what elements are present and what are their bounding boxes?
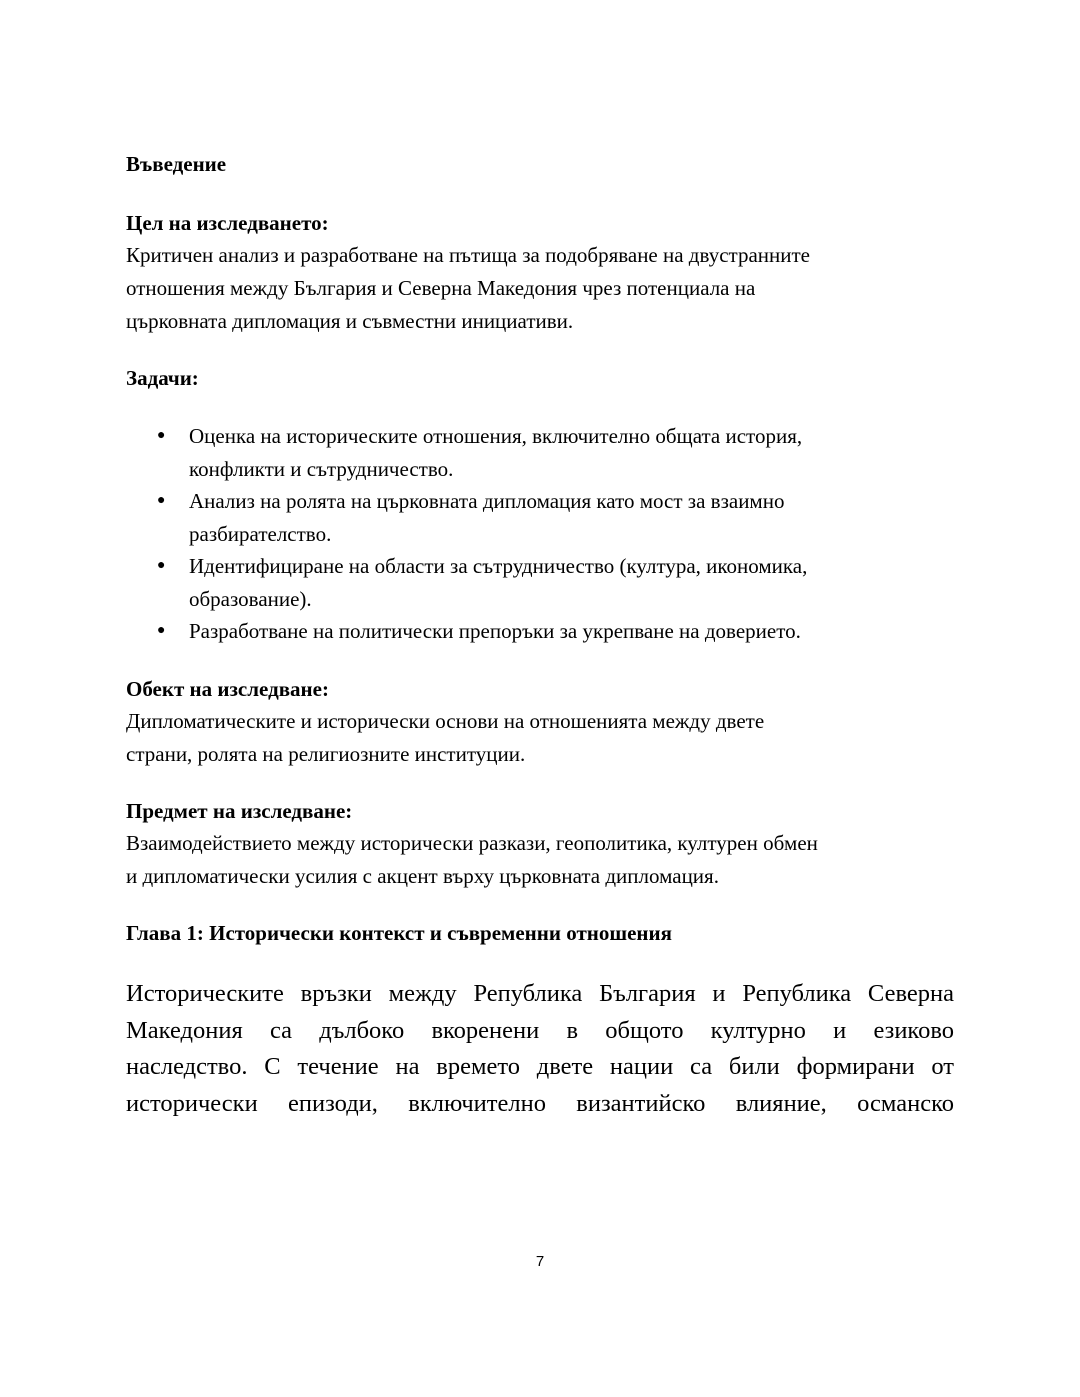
object-line: Дипломатическите и исторически основи на отношенията между двете [126,709,765,733]
object-paragraph [126,705,956,771]
task-item: ● Оценка на историческите отношения, включително общата история, конфликти и сътрудничество. [126,420,956,485]
bullet-icon: ● [157,428,166,443]
chapter-1-paragraph [126,976,954,1122]
bullet-icon: ● [157,493,166,508]
tasks-list [126,420,956,648]
object-line: страни, ролята на религиозните институции. [126,742,526,766]
chapter-1-line: Историческите връзки между Република България и Република Северна [126,980,954,1007]
goal-line: отношения между България и Северна Македония чрез потенциала на [126,276,756,300]
chapter-1-line: наследство. С течение на времето двете нации са били формирани от [126,1053,954,1080]
task-item: ● Идентифициране на области за сътрудничество (култура, икономика, образование). [126,550,956,615]
subject-line: и дипломатически усилия с акцент върху църковната дипломация. [126,864,719,888]
goal-heading: Цел на изследването: [126,211,329,235]
subject-line: Взаимодействието между исторически разкази, геополитика, културен обмен [126,831,818,855]
goal-paragraph [126,239,956,338]
goal-line: църковната дипломация и съвместни инициативи. [126,309,574,333]
page-number: 7 [535,1253,545,1270]
chapter-1-line: Македония са дълбоко вкоренени в общото културно и езиково [126,1016,954,1044]
subject-heading: Предмет на изследване: [126,799,353,823]
chapter-1-line: исторически епизоди, включително византийско влияние, османско [126,1089,954,1117]
object-heading: Обект на изследване: [126,677,329,701]
chapter-1-heading: Глава 1: Исторически контекст и съвременни отношения [126,921,672,945]
goal-line: Критичен анализ и разработване на пътища за подобряване на двустранните [126,243,810,267]
task-item: ● Разработване на политически препоръки за укрепване на доверието. [126,615,956,648]
subject-paragraph [126,827,956,893]
bullet-icon: ● [157,558,166,573]
tasks-heading: Задачи: [126,366,199,390]
intro-heading: Въведение [126,152,227,176]
bullet-icon: ● [157,623,166,638]
task-item: ● Анализ на ролята на църковната дипломация като мост за взаимно разбирателство. [126,485,956,550]
